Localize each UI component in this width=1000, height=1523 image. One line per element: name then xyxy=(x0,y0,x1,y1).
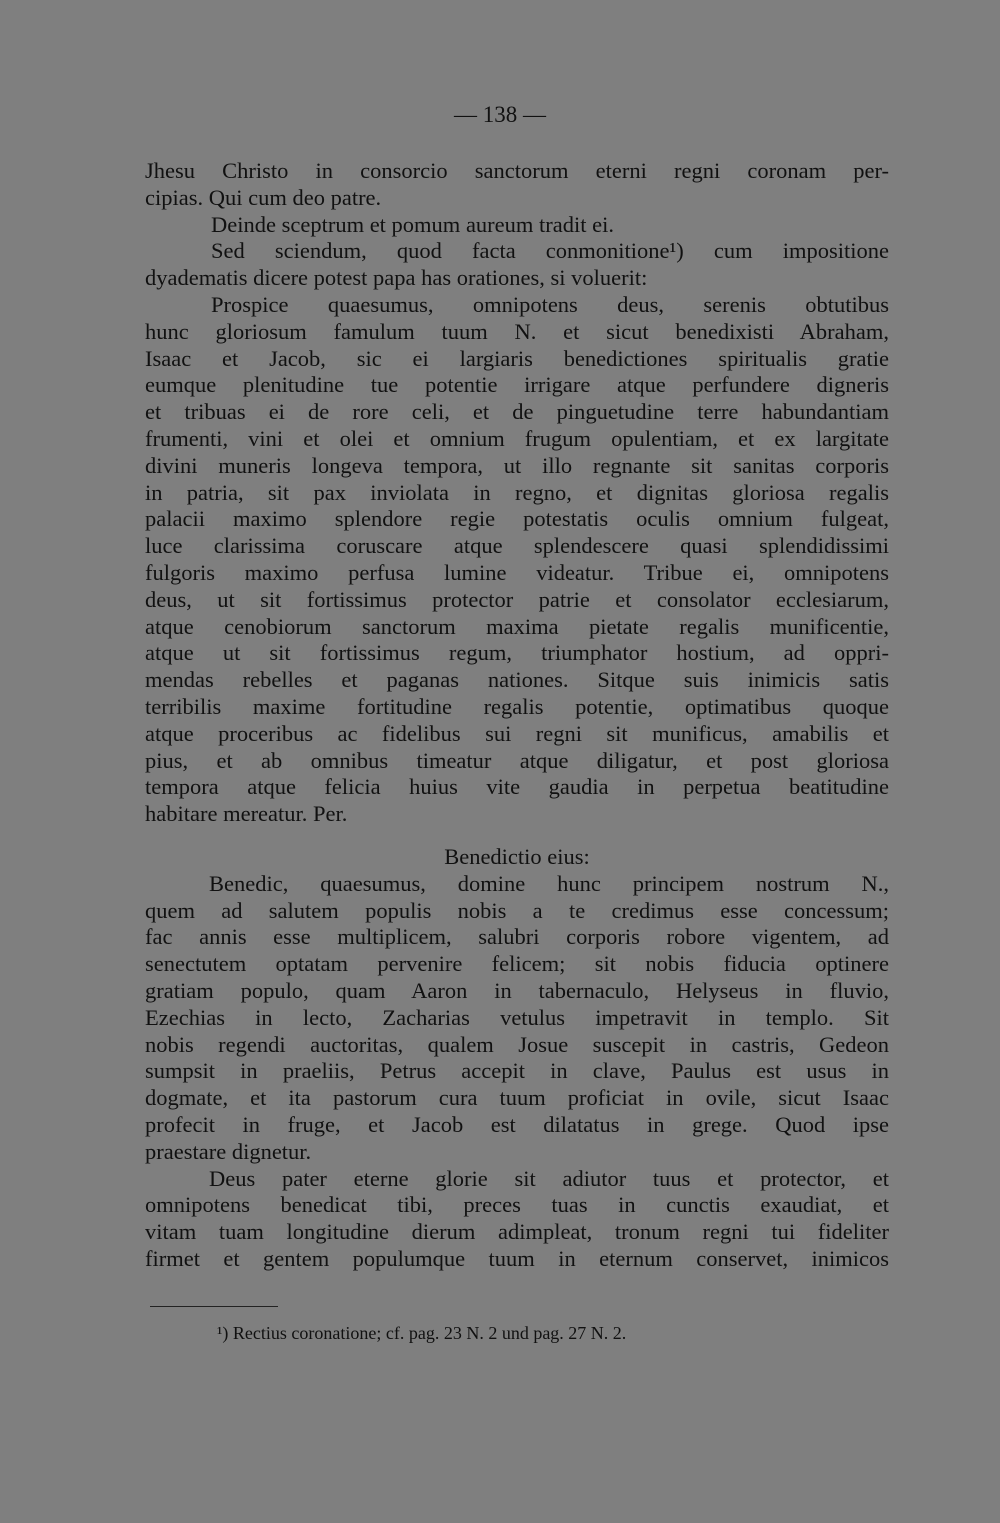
text-line: palacii maximo splendore regie potestatis oculis omnium fulgeat, xyxy=(145,506,889,532)
text-line: tempora atque felicia huius vite gaudia in perpetua beatitudine xyxy=(145,774,889,800)
text-line: nobis regendi auctoritas, qualem Josue suscepit in castris, Gedeon xyxy=(145,1031,889,1057)
text-line: pius, et ab omnibus timeatur atque diligatur, et post gloriosa xyxy=(145,747,889,773)
text-line: dogmate, et ita pastorum cura tuum proficiat in ovile, sicut Isaac xyxy=(145,1085,889,1111)
text-line: profecit in fruge, et Jacob est dilatatus in grege. Quod ipse xyxy=(145,1111,889,1137)
text-line: Jhesu Christo in consorcio sanctorum eterni regni coronam per- xyxy=(145,158,889,183)
text-line: eumque plenitudine tue potentie irrigare atque perfundere digneris xyxy=(145,372,889,398)
text-line: in patria, sit pax inviolata in regno, et dignitas gloriosa regalis xyxy=(145,479,889,505)
text-line: fac annis esse multiplicem, salubri corporis robore vigentem, ad xyxy=(145,924,889,950)
main-text-block xyxy=(145,158,889,828)
text-line: gratiam populo, quam Aaron in tabernaculo, Helyseus in fluvio, xyxy=(145,977,889,1003)
text-line: omnipotens benedicat tibi, preces tuas in cunctis exaudiat, et xyxy=(145,1192,889,1218)
text-line: Prospice quaesumus, omnipotens deus, serenis obtutibus xyxy=(211,291,889,317)
text-line: terribilis maxime fortitudine regalis potentie, optimatibus quoque xyxy=(145,693,889,719)
text-line: divini muneris longeva tempora, ut illo regnante sit sanitas corporis xyxy=(145,452,889,478)
text-line: senectutem optatam pervenire felicem; sit nobis fiducia optinere xyxy=(145,951,889,977)
text-line: mendas rebelles et paganas nationes. Sitque suis inimicis satis xyxy=(145,667,889,693)
text-line: Benedic, quaesumus, domine hunc principem nostrum N., xyxy=(209,870,889,896)
text-line: Deinde sceptrum et pomum aureum tradit ei. xyxy=(211,211,615,237)
page-number: — 138 — xyxy=(454,102,546,127)
text-line: Ezechias in lecto, Zacharias vetulus impetravit in templo. Sit xyxy=(145,1004,889,1030)
text-line: Sed sciendum, quod facta conmonitione¹) cum impositione xyxy=(211,238,889,264)
text-line: fulgoris maximo perfusa lumine videatur. Tribue ei, omnipotens xyxy=(145,559,889,585)
text-line: Isaac et Jacob, sic ei largiaris benedictiones spiritualis gratie xyxy=(145,345,889,371)
text-line: cipias. Qui cum deo patre. xyxy=(145,184,382,210)
text-line: deus, ut sit fortissimus protector patrie et consolator ecclesiarum, xyxy=(145,586,889,612)
text-line: praestare dignetur. xyxy=(145,1138,312,1164)
text-line: firmet et gentem populumque tuum in eternum conservet, inimicos xyxy=(145,1245,889,1271)
text-line: quem ad salutem populis nobis a te credimus esse concessum; xyxy=(145,897,889,923)
text-line: et tribuas ei de rore celi, et de pinguetudine terre habundantiam xyxy=(145,399,889,425)
text-line: atque proceribus ac fidelibus sui regni sit munificus, amabilis et xyxy=(145,720,889,746)
text-line: dyadematis dicere potest papa has orationes, si voluerit: xyxy=(145,265,648,291)
footnote-divider xyxy=(150,1306,278,1307)
text-line: vitam tuam longitudine dierum adimpleat, tronum regni tui fideliter xyxy=(145,1219,889,1245)
text-line: frumenti, vini et olei et omnium frugum opulentiam, et ex largitate xyxy=(145,425,889,451)
text-line: luce clarissima coruscare atque splendescere quasi splendidissimi xyxy=(145,533,889,559)
text-line: Deus pater eterne glorie sit adiutor tuus et protector, et xyxy=(209,1165,889,1191)
section-heading: Benedictio eius: xyxy=(444,844,590,869)
text-line: habitare mereatur. Per. xyxy=(145,801,348,827)
benediction-section xyxy=(145,844,889,1273)
text-line: atque cenobiorum sanctorum maxima pietate regalis munificentie, xyxy=(145,613,889,639)
text-line: sumpsit in praeliis, Petrus accepit in clave, Paulus est usus in xyxy=(145,1058,889,1084)
text-line: atque ut sit fortissimus regum, triumphator hostium, ad oppri- xyxy=(145,640,889,666)
text-line: hunc gloriosum famulum tuum N. et sicut benedixisti Abraham, xyxy=(145,318,889,344)
footnote: ¹) Rectius coronatione; cf. pag. 23 N. 2 und pag. 27 N. 2. xyxy=(217,1323,627,1343)
